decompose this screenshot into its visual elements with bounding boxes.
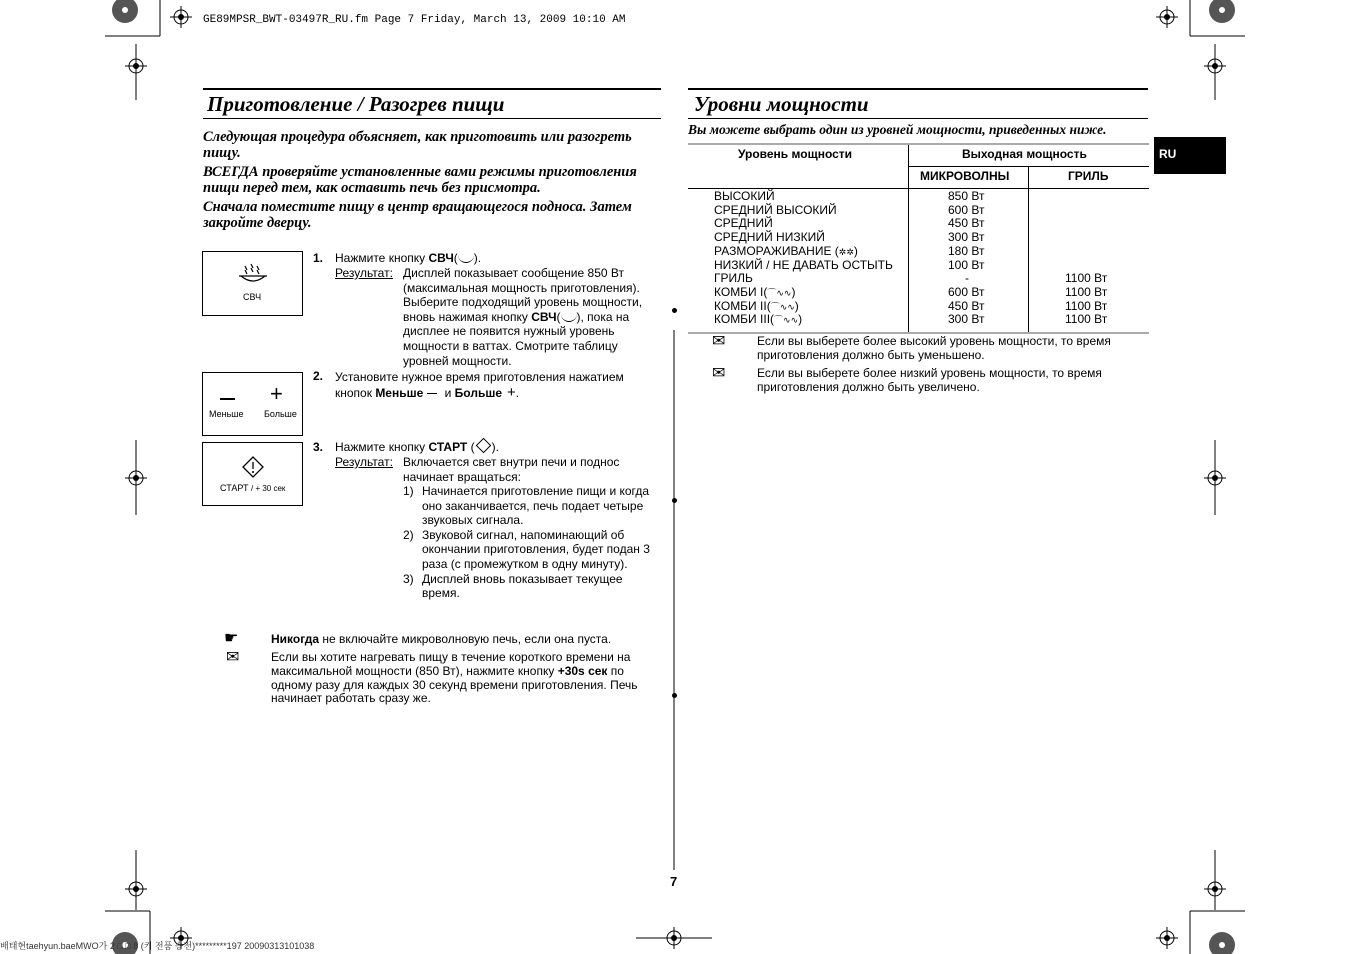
note-icon: ✉ [712, 333, 726, 350]
bullet-dot [672, 498, 677, 503]
level-tail: ) [794, 298, 799, 313]
level-text: РАЗМОРАЖИВАНИЕ ( [714, 243, 839, 258]
table-cell-level [714, 272, 753, 286]
step-number: 2. [313, 369, 324, 383]
step1-instruction [335, 251, 481, 266]
intro-para: Следующая процедура объясняет, как приготовить или разогреть пищу. [203, 129, 632, 161]
level-text: НИЗКИЙ / НЕ ДАВАТЬ ОСТЫТЬ [714, 257, 893, 272]
level-text: ГРИЛЬ [714, 271, 753, 286]
page-title-left: Приготовление / Разогрев пищи [207, 92, 505, 116]
warning-bold: Никогда [271, 632, 320, 646]
less-label: Меньше [209, 409, 244, 419]
result-button-name: СВЧ [531, 309, 557, 324]
step1-paren-close: ). [473, 251, 482, 265]
step2-and: и [441, 386, 455, 400]
result-label: Результат: [335, 455, 393, 469]
table-col-divider [1028, 166, 1029, 332]
table-cell-micro: 180 Вт [948, 243, 985, 258]
result-line: дисплее не появится нужный уровень [403, 324, 615, 339]
start-label-text: СТАРТ [220, 483, 249, 493]
step2-end: . [515, 386, 520, 400]
list-item-number: 2) [403, 527, 414, 542]
step2-line: Установите нужное время приготовления нажатием [335, 370, 624, 384]
step1-paren-open: ( [453, 251, 458, 265]
right-note [757, 335, 1111, 362]
less-button-name: Меньше [375, 386, 424, 400]
footer-stamp: 배태현taehyun.baeMWO가 2 □ □ 8 (키 전품 승전)*********197 20090313101038 [0, 941, 315, 951]
note-line: приготовления должно быть уменьшено. [757, 347, 985, 362]
language-tab: RU [1154, 137, 1226, 174]
bullet-dot [672, 308, 677, 313]
note-line: Если вы выберете более высокий уровень мощности, то время [757, 334, 1111, 348]
th-output: Выходная мощность [962, 147, 1087, 161]
microwave-label: СВЧ [243, 292, 262, 302]
note-line [271, 665, 637, 679]
table-cell-grill: 1100 Вт [1065, 312, 1108, 327]
note-line: одному разу для каждых 30 секунд времени приготовления. Печь [271, 677, 638, 692]
list-item-number: 3) [403, 571, 414, 586]
start-button-name: СТАРТ [428, 440, 468, 454]
result-paren-open: ( [556, 309, 561, 324]
bullet-dot [672, 693, 677, 698]
step3-text: Нажмите кнопку [335, 440, 429, 454]
level-tail: ) [853, 243, 858, 258]
subtitle: Вы можете выбрать один из уровней мощности, приведенных ниже. [688, 122, 1107, 137]
note-tail: по [607, 663, 624, 678]
note-bold: +30s сек [557, 663, 608, 678]
step1-text: Нажмите кнопку [335, 251, 429, 265]
minus-icon [220, 398, 235, 400]
note-line: начинает работать сразу же. [271, 691, 431, 706]
result-line: начинает вращаться: [403, 469, 521, 484]
table-cell-level [714, 190, 775, 204]
info-note [271, 651, 637, 706]
more-button-name: Больше [454, 386, 503, 400]
title-rule [203, 88, 661, 90]
title-rule [688, 118, 1148, 119]
table-cell-grill: 1100 Вт [1065, 284, 1108, 299]
combi-icon: ⌒∿∿ [774, 315, 799, 326]
plus-icon: + [270, 381, 283, 406]
table-cell-grill: 1100 Вт [1065, 298, 1108, 313]
microwave-inline-icon [458, 252, 474, 263]
table-cell-micro: - [965, 271, 969, 286]
step2-text: кнопок [335, 386, 376, 400]
list-item-line: оно заканчивается, печь подает четыре [422, 498, 644, 513]
list-item-line: Начинается приготовление пищи и когда [422, 484, 650, 498]
right-note [757, 367, 1102, 394]
step2-line [335, 385, 624, 401]
table-cell-level [714, 231, 825, 245]
level-text: СРЕДНИЙ НИЗКИЙ [714, 230, 825, 245]
warning-note [271, 632, 611, 647]
start-inline-icon [475, 438, 491, 454]
table-cell-level [714, 313, 802, 328]
step3-paren-open: ( [467, 440, 475, 454]
intro-para: Сначала поместите пищу в центр вращающегося подноса. Затем закройте дверцу. [203, 199, 632, 231]
result-line: уровней мощности. [403, 353, 512, 368]
start-icon [241, 455, 265, 479]
step3-result [403, 455, 619, 484]
page-number: 7 [670, 874, 678, 889]
level-text: КОМБИ II( [714, 298, 771, 313]
result-label: Результат: [335, 266, 393, 280]
result-paren-close: ), пока на [576, 309, 630, 324]
step-number: 1. [313, 251, 324, 265]
step2-instruction [335, 369, 624, 401]
list-item-line: звуковых сигнала. [422, 513, 524, 528]
result-line-text: вновь нажимая кнопку [403, 309, 532, 324]
plus-inline-icon: + [507, 384, 516, 401]
page-title-right: Уровни мощности [694, 92, 869, 116]
intro-para: ВСЕГДА проверяйте установленные вами режимы приготовления пищи перед тем, как оставить печь без присмотра. [203, 164, 637, 196]
step3-instruction [335, 440, 499, 455]
file-header: GE89MPSR_BWT-03497R_RU.fm Page 7 Friday, March 13, 2009 10:10 AM [203, 14, 626, 26]
table-cell-micro: 300 Вт [948, 312, 985, 327]
result-line: (максимальная мощность приготовления). [403, 280, 640, 295]
step-number: 3. [313, 440, 324, 454]
table-cell-micro: 600 Вт [948, 202, 985, 217]
combi-icon: ⌒∿∿ [770, 301, 795, 312]
level-text: СРЕДНИЙ [714, 216, 773, 231]
microwave-button-illustration [202, 251, 303, 316]
list-item-number: 1) [403, 484, 414, 498]
step1-result [403, 266, 665, 368]
note-text: максимальной мощности (850 Вт), нажмите кнопку [271, 663, 558, 678]
list-item-line: раза (с промежутком в одну минуту). [422, 556, 628, 571]
result-line [403, 310, 665, 325]
level-tail: ) [791, 284, 796, 299]
step3-paren-close: ). [491, 440, 499, 454]
less-more-illustration [202, 372, 303, 436]
start-label [220, 483, 285, 493]
step1-button-name: СВЧ [428, 251, 454, 265]
table-cell-micro: 600 Вт [948, 284, 985, 299]
pointing-hand-icon: ☛ [224, 630, 239, 647]
note-icon: ✉ [226, 649, 240, 666]
note-line: приготовления должно быть увеличено. [757, 379, 980, 394]
list-item-line: окончании приготовления, будет подан 3 [422, 542, 650, 557]
level-text: КОМБИ III( [714, 312, 775, 327]
table-cell-level [714, 259, 893, 273]
start-button-illustration [202, 442, 303, 506]
table-cell-grill: 1100 Вт [1065, 271, 1108, 286]
warning-text: не включайте микроволновую печь, если она пуста. [319, 632, 612, 646]
table-cell-micro: 300 Вт [948, 230, 985, 245]
th-level: Уровень мощности [738, 147, 853, 161]
note-icon: ✉ [712, 365, 726, 382]
title-rule [203, 118, 661, 119]
more-label: Больше [264, 409, 297, 419]
table-cell-micro: 850 Вт [948, 189, 985, 203]
minus-inline-icon [427, 393, 437, 394]
level-text: СРЕДНИЙ ВЫСОКИЙ [714, 202, 837, 217]
result-line: мощности в ваттах. Смотрите таблицу [403, 338, 618, 353]
result-line: Включается свет внутри печи и поднос [403, 455, 620, 469]
list-item-line: время. [422, 586, 460, 601]
note-line: Если вы выберете более низкий уровень мощности, то время [757, 366, 1102, 380]
level-text: ВЫСОКИЙ [714, 189, 775, 203]
note-line: Если вы хотите нагревать пищу в течение короткого времени на [271, 650, 631, 664]
table-cell-micro: 450 Вт [948, 298, 985, 313]
start-label-extra: / + 30 сек [251, 484, 286, 493]
table-top-border [688, 143, 1149, 145]
defrost-icon: ✲✲ [838, 246, 854, 257]
th-grill: ГРИЛЬ [1068, 169, 1109, 183]
microwave-icon [235, 262, 271, 288]
level-tail: ) [798, 312, 803, 327]
table-cell-micro: 450 Вт [948, 216, 985, 231]
list-item-line: Звуковой сигнал, напоминающий об [422, 527, 625, 542]
table-cell-micro: 100 Вт [948, 257, 985, 272]
th-micro: МИКРОВОЛНЫ [920, 169, 1010, 183]
microwave-inline-icon [561, 311, 577, 322]
combi-icon: ⌒∿∿ [767, 287, 792, 298]
result-line: Выберите подходящий уровень мощности, [403, 295, 643, 310]
level-text: КОМБИ I( [714, 284, 768, 299]
table-col-divider [908, 145, 909, 332]
title-rule [688, 88, 1148, 90]
result-line: Дисплей показывает сообщение 850 Вт [403, 266, 624, 280]
list-item-line: Дисплей вновь показывает текущее [422, 571, 623, 586]
